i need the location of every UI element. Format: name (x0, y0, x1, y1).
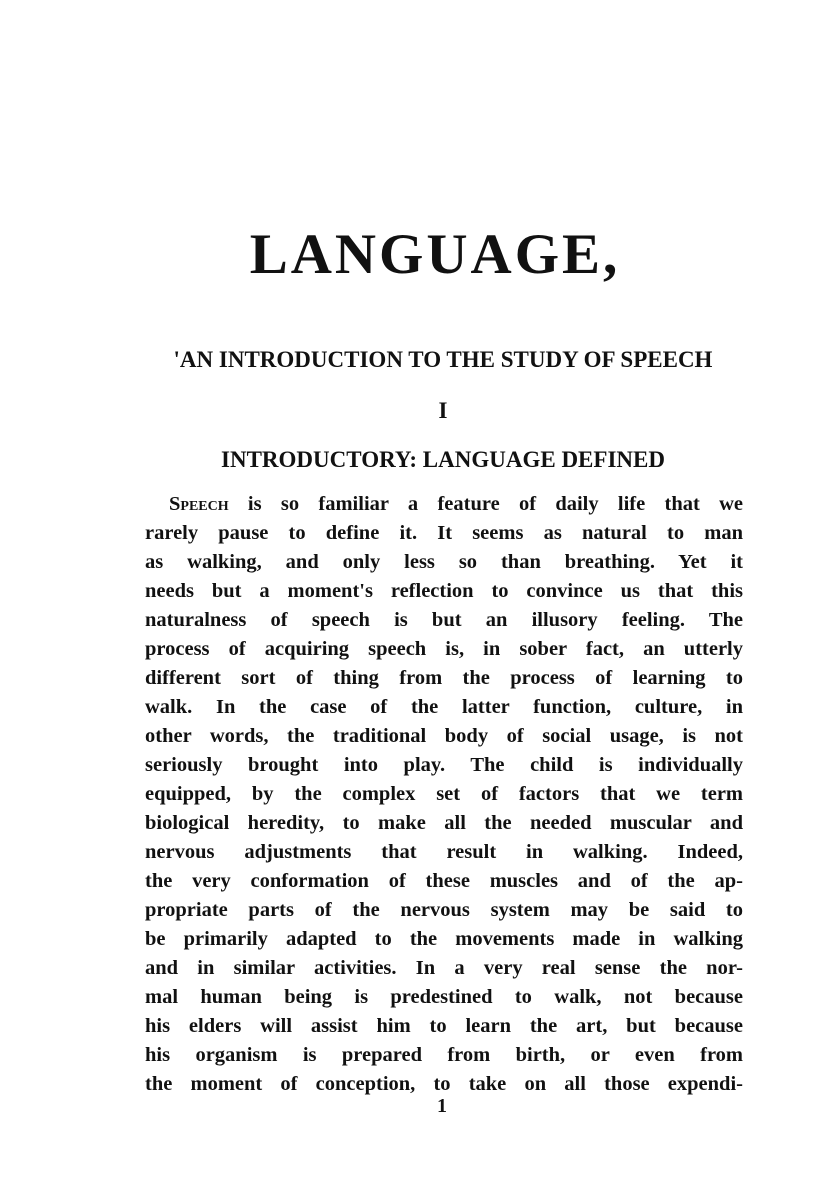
paragraph-line: other words, the traditional body of social usage, is not (145, 725, 743, 747)
paragraph-line: his elders will assist him to learn the art, but because (145, 1015, 743, 1037)
paragraph-line (145, 490, 743, 519)
paragraph-line: walk. In the case of the latter function, culture, in (145, 696, 743, 718)
paragraph-line: and in similar activities. In a very real sense the nor- (145, 957, 743, 979)
paragraph-line: needs but a moment's reflection to convince us that this (145, 580, 743, 602)
paragraph-line: the moment of conception, to take on all those expendi- (145, 1073, 743, 1095)
paragraph-line: seriously brought into play. The child is individually (145, 754, 743, 776)
paragraph-line: propriate parts of the nervous system may be said to (145, 899, 743, 921)
paragraph-line: the very conformation of these muscles and of the ap- (145, 870, 743, 892)
paragraph-line: naturalness of speech is but an illusory feeling. The (145, 609, 743, 631)
paragraph-line: process of acquiring speech is, in sober fact, an utterly (145, 638, 743, 660)
first-line-text: is so familiar a feature of daily life that we (228, 493, 743, 515)
paragraph-line: different sort of thing from the process of learning to (145, 667, 743, 689)
drop-word: Speech (169, 493, 229, 515)
paragraph-line: his organism is prepared from birth, or even from (145, 1044, 743, 1066)
paragraph-line: as walking, and only less so than breathing. Yet it (145, 551, 743, 573)
paragraph-line: biological heredity, to make all the needed muscular and (145, 812, 743, 834)
paragraph-line: nervous adjustments that result in walking. Indeed, (145, 841, 743, 863)
paragraph-line: be primarily adapted to the movements made in walking (145, 928, 743, 950)
paragraph-line: mal human being is predestined to walk, not because (145, 986, 743, 1008)
paragraph-line: equipped, by the complex set of factors that we term (145, 783, 743, 805)
chapter-number: I (438, 398, 448, 423)
book-title: LANGUAGE, (249, 223, 621, 286)
page-number: 1 (437, 1095, 447, 1117)
paragraph-line: rarely pause to define it. It seems as natural to man (145, 522, 743, 544)
chapter-title: INTRODUCTORY: LANGUAGE DEFINED (221, 447, 665, 472)
book-subtitle: 'AN INTRODUCTION TO THE STUDY OF SPEECH (173, 347, 713, 372)
body-paragraph (145, 490, 743, 1099)
